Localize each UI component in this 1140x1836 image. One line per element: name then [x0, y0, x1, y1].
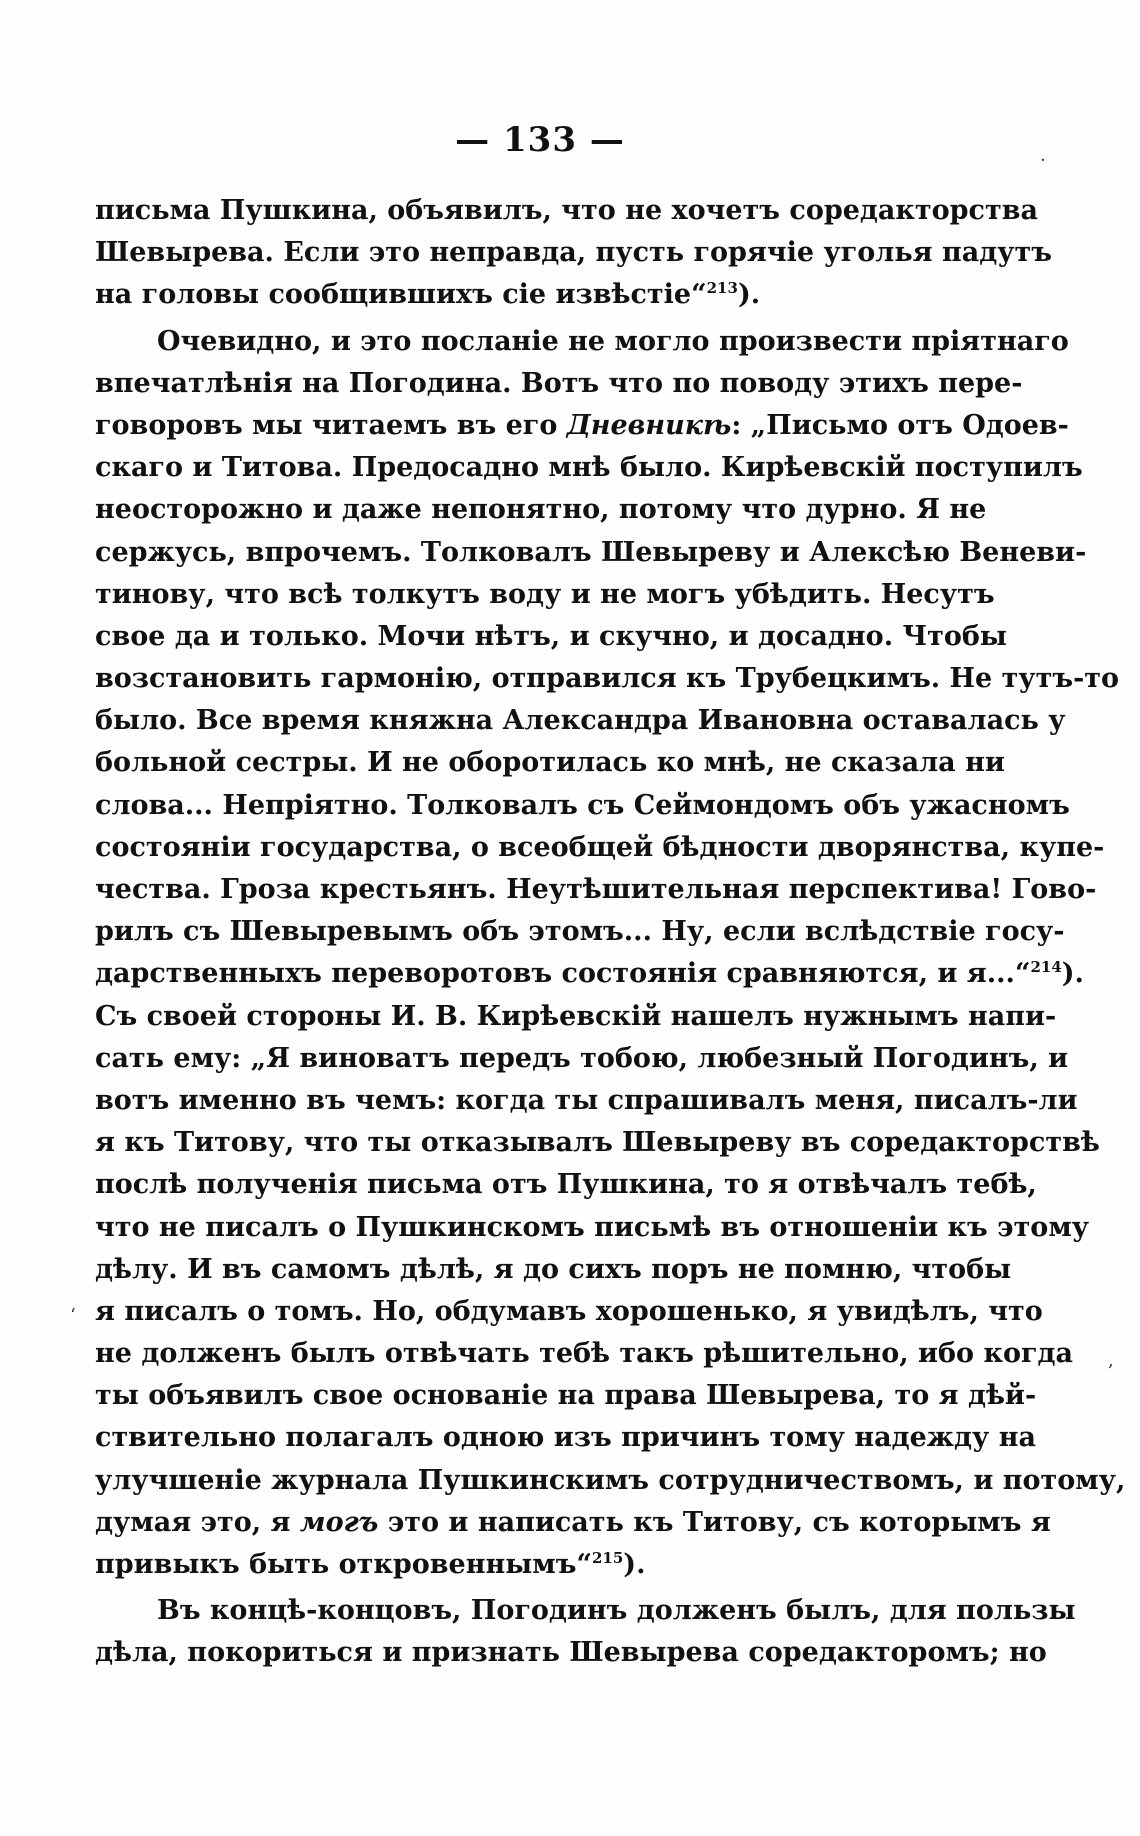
text-line-4: Очевидно, и это посланіе не могло произвести пріятнаго [157, 325, 1069, 357]
body-text [95, 190, 1126, 1675]
text-line-30: ствительно полагалъ одною изъ причинъ тому надежду на [95, 1422, 1036, 1454]
text-line-18: рилъ съ Шевыревымъ объ этомъ... Ну, если вслѣдствіе госу- [95, 916, 1065, 948]
text-line-31: улучшеніе журнала Пушкинскимъ сотрудничествомъ, и потому, [95, 1464, 1126, 1496]
text-line-22: вотъ именно въ чемъ: когда ты спрашивалъ меня, писалъ-ли [95, 1084, 1078, 1116]
text-line-15: слова... Непріятно. Толковалъ съ Сеймондомъ объ ужасномъ [95, 789, 1070, 821]
footnote-ref-215[interactable]: 215 [591, 1549, 624, 1567]
text-line-28: не долженъ былъ отвѣчать тебѣ такъ рѣшительно, ибо когда [95, 1338, 1073, 1370]
text-line-3: на головы сообщившихъ сіе извѣстіе“$^{213}$). [95, 279, 761, 311]
text-line-13: было. Все время княжна Александра Ивановна оставалась у [95, 705, 1066, 737]
text-line-21: сать ему: „Я виноватъ передъ тобою, любезный Погодинъ, и [95, 1042, 1069, 1074]
text-line-1: письма Пушкина, объявилъ, что не хочетъ соредакторства [95, 195, 1038, 226]
margin-speck: , [1108, 1350, 1114, 1371]
footnote-ref-213[interactable]: 213 [706, 279, 738, 298]
text-line-11: свое да и только. Мочи нѣтъ, и скучно, и досадно. Чтобы [95, 620, 1007, 652]
text-line-5: впечатлѣнія на Погодина. Вотъ что по поводу этихъ пере- [95, 367, 1023, 399]
text-line-25: что не писалъ о Пушкинскомъ письмѣ въ отношеніи къ этому [95, 1211, 1090, 1243]
text-line-35: дѣла, покориться и признать Шевырева соредакторомъ; но [95, 1637, 1047, 1669]
footnote-ref-214[interactable]: 214 [1030, 958, 1062, 977]
text-line-19: дарственныхъ переворотовъ состоянія сравняются, и я...“$^{214}$). [95, 958, 1084, 990]
text-line-23: я къ Титову, что ты отказывалъ Шевыреву въ соредакторствѣ [95, 1127, 1100, 1159]
text-line-8: неосторожно и даже непонятно, потому что дурно. Я не [95, 494, 987, 526]
text-line-34: Въ концѣ-концовъ, Погодинъ долженъ былъ, для пользы [157, 1595, 1076, 1627]
margin-speck: · [1040, 150, 1046, 171]
text-line-14: больной сестры. И не оборотилась ко мнѣ, не сказала ни [95, 747, 1005, 779]
text-line-17: чества. Гроза крестьянъ. Неутѣшительная перспектива! Гово- [95, 874, 1097, 905]
text-line-27: я писалъ о томъ. Но, обдумавъ хорошенько, я увидѣлъ, что [95, 1295, 1043, 1327]
italic-word-dnevnik: Дневникѣ [566, 409, 732, 441]
text-line-9: сержусь, впрочемъ. Толковалъ Шевыреву и Алексѣю Веневи- [95, 536, 1087, 568]
text-line-7: скаго и Титова. Предосадно мнѣ было. Кирѣевскій поступилъ [95, 452, 1083, 484]
text-line-33: привыкъ быть откровеннымъ“$^{215}$). [95, 1549, 646, 1580]
text-line-29: ты объявилъ свое основаніе на права Шевырева, то я дѣй- [95, 1380, 1037, 1412]
page-number: — 133 — [455, 120, 625, 160]
text-line-12: возстановить гармонію, отправился къ Трубецкимъ. Не тутъ-то [95, 663, 1120, 695]
text-line-16: состояніи государства, о всеобщей бѣдности дворянства, купе- [95, 831, 1105, 863]
text-line-20: Съ своей стороны И. В. Кирѣевскій нашелъ нужнымъ напи- [95, 1000, 1057, 1032]
text-line-32: думая это, я могъ это и написать къ Титову, съ которымъ я [95, 1506, 1051, 1538]
text-line-10: тинову, что всѣ толкутъ воду и не могъ убѣдить. Несутъ [95, 578, 995, 610]
text-line-24: послѣ полученія письма отъ Пушкина, то я отвѣчалъ тебѣ, [95, 1169, 1037, 1201]
text-line-6: говоровъ мы читаемъ въ его Дневникѣ: „Письмо отъ Одоев- [95, 409, 1069, 441]
text-line-2: Шевырева. Если это неправда, пусть горячіе уголья падутъ [95, 237, 1052, 269]
italic-word-mog: могъ [299, 1506, 379, 1538]
text-line-26: дѣлу. И въ самомъ дѣлѣ, я до сихъ поръ не помню, чтобы [95, 1253, 1012, 1285]
margin-speck: ‘ [70, 1305, 76, 1326]
